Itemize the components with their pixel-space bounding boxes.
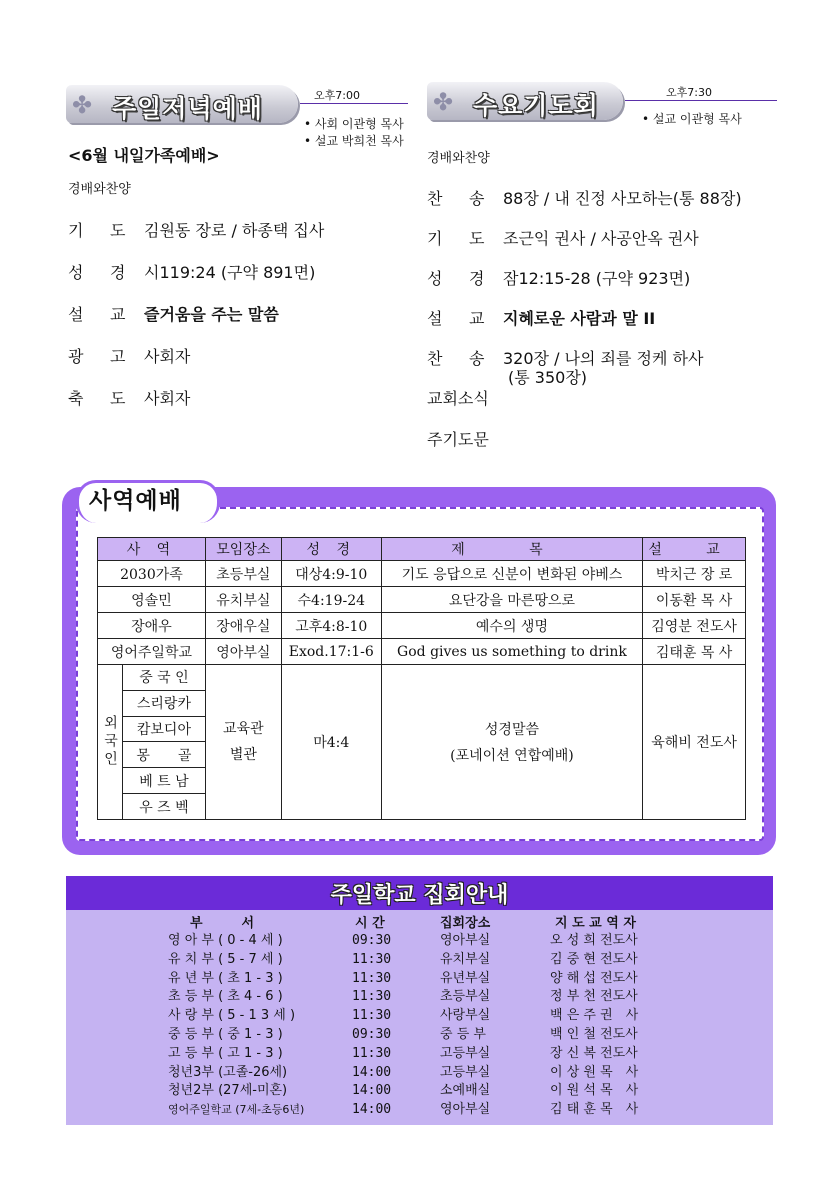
sunday-school-cell: 11:30 [352,951,392,967]
dove-icon: ✤ [72,91,93,119]
sunday-evening-item: 설 교 즐거움을 주는 말씀 [68,305,279,324]
sunday-evening-opening: 경배와찬양 [68,182,131,197]
sunday-school-cell: 영어주일학교 (7세-초등6년) [168,1103,305,1117]
cell: 영아부실 [205,639,281,665]
foreign-name: 중 국 인 [123,665,205,691]
sunday-school-cell: 이 상 원 목 사 [550,1064,639,1080]
cell: 수4:19-24 [281,587,381,613]
cell: God gives us something to drink [381,639,642,665]
sunday-school-cell: 양 해 섭 전도사 [550,970,638,986]
cell: Exod.17:1-6 [281,639,381,665]
sunday-school-cell: 사랑부실 [440,1008,491,1024]
cell: 유치부실 [205,587,281,613]
sunday-school-cell: 14:00 [352,1102,392,1118]
wednesday-news: 교회소식 [427,389,489,408]
col-header: 집회장소 [440,916,491,931]
sunday-school-cell: 14:00 [352,1064,392,1080]
foreign-name: 캄보디아 [123,717,205,743]
sunday-evening-subtitle: <6월 내일가족예배> [68,146,220,165]
divider [300,103,408,104]
sunday-school-cell: 09:30 [352,1027,392,1042]
wednesday-time: 오후7:30 [666,86,712,99]
wednesday-prayer: 주기도문 [427,430,489,449]
sunday-school-cell: 14:00 [352,1083,392,1099]
col-header: 설 교 [643,538,746,561]
foreign-topic [381,665,642,820]
sunday-evening-host: • 사회 이관형 목사 [304,117,404,131]
sunday-school-cell: 오 성 희 전도사 [550,933,638,948]
sunday-school-cell: 고 등 부 ( 고 1 - 3 ) [168,1045,283,1061]
col-header: 제 목 [381,538,642,561]
table-row [98,561,746,587]
sunday-evening-item: 성 경 시119:24 (구약 891면) [68,263,316,282]
sunday-school-cell: 고등부실 [440,1064,491,1080]
wednesday-item: 설 교 지혜로운 사람과 말 II [427,309,656,328]
foreign-name: 베 트 남 [123,768,205,794]
sunday-school-cell: 09:30 [352,933,392,948]
sunday-school-cell: 11:30 [352,1045,392,1061]
sunday-school-cell: 사 랑 부 ( 5 - 1 3 세 ) [168,1008,296,1024]
foreign-topic-note: (포네이션 연합예배) [450,748,574,764]
sunday-school-cell: 청년2부 (27세-미혼) [168,1083,288,1099]
sunday-school-cell: 유년부실 [440,970,491,986]
wednesday-hymn-note: (통 350장) [508,368,588,387]
sunday-school-cell: 이 원 석 목 사 [550,1083,639,1099]
sunday-school-cell: 영 아 부 ( 0 - 4 세 ) [168,933,283,948]
cell: 고후4:8-10 [281,613,381,639]
sunday-school-cell: 영아부실 [440,1102,491,1118]
sunday-evening-title: 주일저녁예배 [112,94,263,123]
sunday-school-cell: 소예배실 [440,1083,491,1099]
col-header: 지 도 교 역 자 [555,916,636,931]
sunday-school-cell: 고등부실 [440,1045,491,1061]
foreign-cell [98,665,206,820]
sunday-evening-item: 광 고 사회자 [68,347,191,366]
ministry-table [97,537,746,820]
sunday-school-cell: 유 년 부 ( 초 1 - 3 ) [168,970,283,986]
cell: 2030가족 [98,561,206,587]
foreign-preacher: 육해비 전도사 [643,665,746,820]
sunday-school-cell: 정 부 천 전도사 [550,989,638,1005]
col-header: 부 서 [190,916,255,931]
col-header: 모임장소 [205,538,281,561]
table-header-row [98,538,746,561]
dove-icon: ✤ [433,88,454,116]
sunday-evening-item: 기 도 김원동 장로 / 하종택 집사 [68,221,325,240]
cell: 대상4:9-10 [281,561,381,587]
sunday-school-cell: 중 등 부 ( 중 1 - 3 ) [168,1027,283,1042]
cell: 기도 응답으로 신분이 변화된 야베스 [381,561,642,587]
sunday-school-title: 주일학교 집회안내 [330,883,509,908]
cell: 초등부실 [205,561,281,587]
foreign-place-text: 교육관 별관 [223,721,264,763]
wednesday-opening: 경배와찬양 [427,151,490,166]
foreign-place [205,665,281,820]
wednesday-item: 찬 송 320장 / 나의 죄를 정케 하사 [427,349,704,368]
sunday-school-cell: 11:30 [352,989,392,1005]
wednesday-title: 수요기도회 [473,91,599,120]
foreign-name: 우 즈 벡 [139,799,189,816]
foreign-topic-text: 성경말씀 [484,722,539,738]
foreign-scripture: 마4:4 [281,665,381,820]
wednesday-preacher: • 설교 이관형 목사 [642,112,742,126]
cell: 김영분 전도사 [643,613,746,639]
table-row [98,613,746,639]
sunday-evening-time: 오후7:00 [314,89,360,102]
sunday-school-cell: 유치부실 [440,951,491,967]
cell: 김태훈 목 사 [643,639,746,665]
wednesday-item: 성 경 잠12:15-28 (구약 923면) [427,269,691,288]
sunday-school-cell: 김 중 현 전도사 [550,951,638,967]
sunday-evening-item: 축 도 사회자 [68,389,191,408]
col-header: 사 역 [98,538,206,561]
wednesday-badge [427,82,623,120]
divider [625,100,777,101]
sunday-school-cell: 청년3부 (고졸-26세) [168,1064,288,1080]
ministry-title: 사역예배 [89,488,182,514]
sunday-school-cell: 김 태 훈 목 사 [550,1102,639,1118]
table-row [98,587,746,613]
cell: 장애우 [98,613,206,639]
foreign-group-label: 외국인 [98,665,123,819]
sunday-school-cell: 중 등 부 [440,1027,486,1042]
cell: 장애우실 [205,613,281,639]
wednesday-item: 찬 송 88장 / 내 진정 사모하는(통 88장) [427,189,742,208]
sunday-evening-badge [66,85,298,123]
sunday-school-cell: 영아부실 [440,933,491,948]
sunday-evening-preacher: • 설교 박희천 목사 [304,134,404,148]
sunday-school-cell: 백 은 주 권 사 [550,1008,639,1024]
foreign-name: 몽 골 [123,742,205,768]
col-header: 시 간 [355,916,385,931]
sunday-school-cell: 초등부실 [440,989,491,1005]
sunday-school-cell: 장 신 복 전도사 [550,1045,638,1061]
cell: 이동환 목 사 [643,587,746,613]
cell: 영어주일학교 [98,639,206,665]
foreign-name: 스리랑카 [123,691,205,717]
table-row [98,639,746,665]
cell: 요단강을 마른땅으로 [381,587,642,613]
sunday-school-cell: 백 인 철 전도사 [550,1027,638,1042]
sunday-school-cell: 유 치 부 ( 5 - 7 세 ) [168,951,283,967]
cell: 박치근 장 로 [643,561,746,587]
sunday-school-cell: 11:30 [352,1008,392,1024]
sunday-school-cell: 11:30 [352,970,392,986]
sunday-school-cell: 초 등 부 ( 초 4 - 6 ) [168,989,283,1005]
wednesday-item: 기 도 조근익 권사 / 사공안옥 권사 [427,229,699,248]
cell: 예수의 생명 [381,613,642,639]
cell: 영솔민 [98,587,206,613]
col-header: 성 경 [281,538,381,561]
table-row-foreign [98,665,746,820]
